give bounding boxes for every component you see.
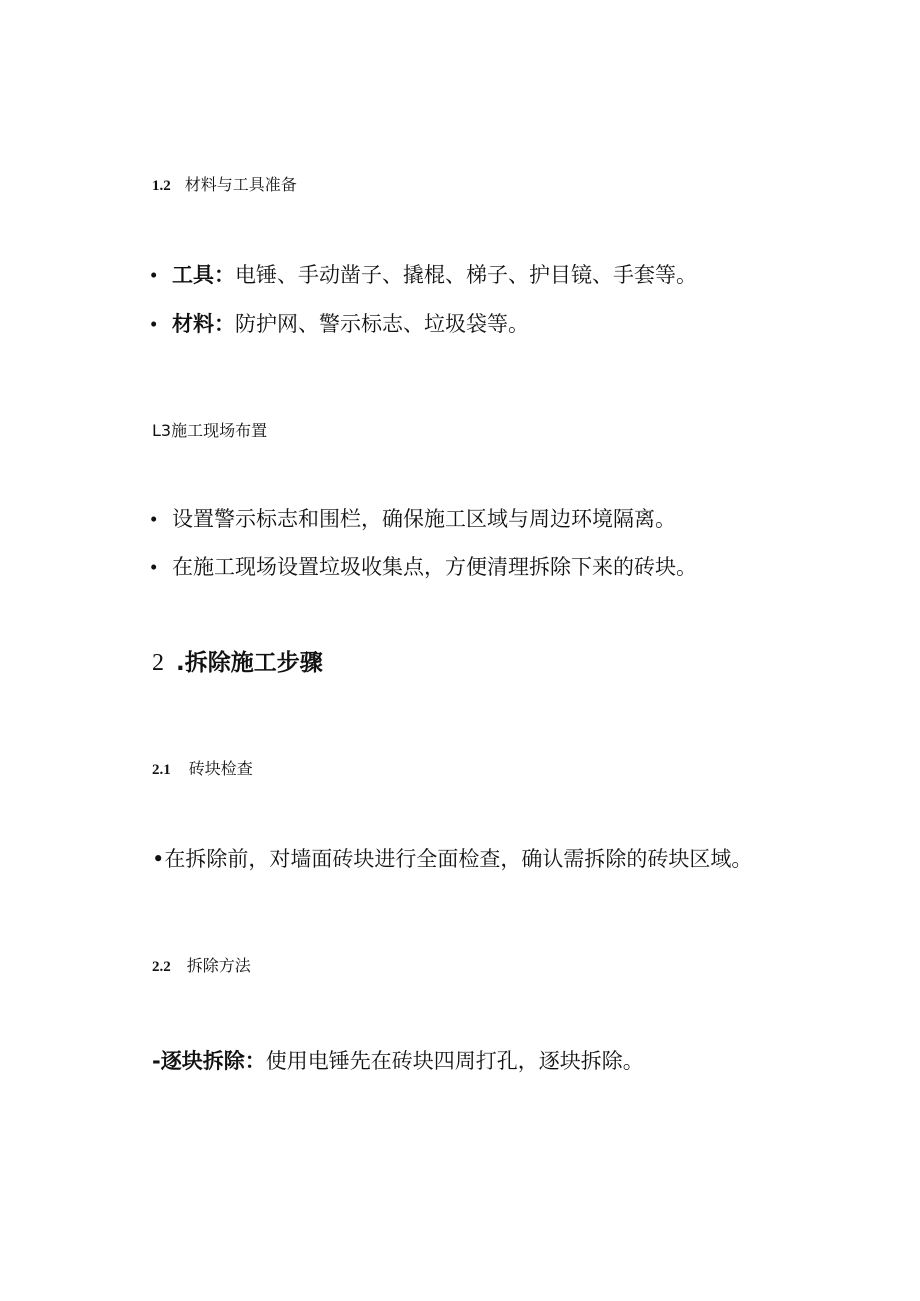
item-label: 工具： [172, 263, 235, 287]
bullet: • [150, 312, 158, 336]
bullet: • [150, 507, 158, 531]
item-text: 使用电锤先在砖块四周打孔，逐块拆除。 [265, 1049, 644, 1073]
item-label: 逐块拆除： [160, 1049, 266, 1073]
bullet: • [150, 263, 158, 287]
section-1-2-heading [152, 175, 297, 196]
list-item [152, 845, 752, 873]
section-title: 砖块检查 [188, 759, 253, 778]
section-title: 材料与工具准备 [184, 175, 297, 194]
section-number: 2.2 [152, 959, 171, 975]
item-text: 电锤、手动凿子、撬棍、梯子、护目镜、手套等。 [235, 263, 697, 287]
item-label: 材料： [172, 312, 235, 336]
item-text: 在施工现场设置垃圾收集点，方便清理拆除下来的砖块。 [172, 555, 697, 579]
item-text: 防护网、警示标志、垃圾袋等。 [235, 312, 529, 336]
list-item-materials [150, 310, 529, 338]
section-2-2-heading [152, 956, 251, 977]
list-item [150, 505, 676, 533]
list-item-tools [150, 261, 697, 289]
section-number: 1.2 [152, 178, 171, 194]
list-item [152, 1047, 644, 1075]
section-title: 拆除方法 [186, 956, 251, 975]
bullet: • [150, 555, 158, 579]
section-number: 2.1 [152, 762, 171, 778]
item-text: 在拆除前，对墙面砖块进行全面检查，确认需拆除的砖块区域。 [164, 847, 753, 871]
list-item [150, 553, 697, 581]
section-title: L3施工现场布置 [152, 421, 268, 440]
section-2-1-heading [152, 759, 253, 780]
bullet: • [152, 847, 165, 871]
section-number: 2 [152, 650, 164, 676]
bullet: - [152, 1049, 161, 1073]
section-2-heading [152, 649, 323, 677]
section-title: .拆除施工步骤 [176, 650, 323, 676]
section-1-3-heading [152, 421, 267, 441]
item-text: 设置警示标志和围栏，确保施工区域与周边环境隔离。 [172, 507, 676, 531]
